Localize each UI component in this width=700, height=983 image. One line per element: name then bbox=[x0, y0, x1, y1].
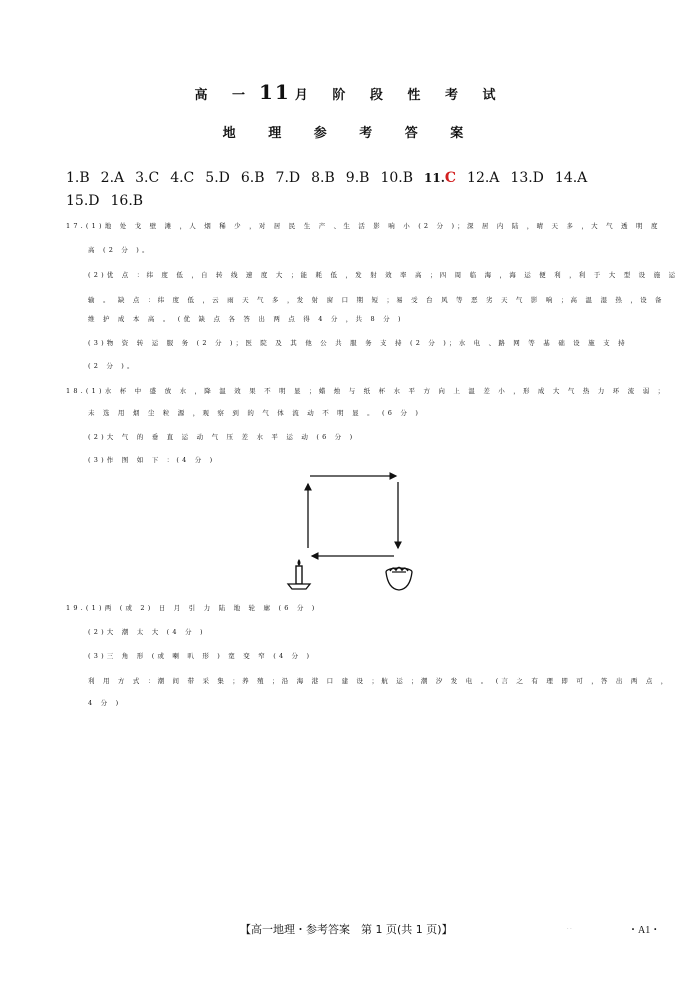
answer-7: 7.D bbox=[275, 170, 301, 186]
answer-6: 6.B bbox=[240, 170, 265, 186]
answer-3: 3.C bbox=[135, 170, 160, 186]
q17-line-5: 维 护 成 本 高 。 (优 缺 点 各 答 出 两 点 得 4 分 ，共 8 分 ) bbox=[88, 315, 404, 323]
q17-line-7: (2 分 )。 bbox=[88, 362, 137, 370]
q17-line-6: (3)物 资 转 运 服 务 (2 分 )；医 院 及 其 他 公 共 服 务 支 持 (2 分 )；水 电 、路 网 等 基 础 设 施 支 持 bbox=[88, 339, 628, 347]
answer-11 bbox=[424, 170, 456, 186]
answer-8: 8.B bbox=[311, 170, 335, 186]
answer-1: 1.B bbox=[66, 170, 90, 186]
footer-faint-mark: . . bbox=[567, 925, 572, 931]
thermal-circulation-diagram bbox=[280, 468, 430, 598]
q18-line-3: (2)大 气 的 垂 直 运 动 气 压 差 水 平 运 动 (6 分 ) bbox=[88, 433, 356, 441]
answer-15: 15.D bbox=[66, 193, 100, 209]
q17-line-2: 高 (2 分 )。 bbox=[88, 246, 152, 254]
answer-5: 5.D bbox=[205, 170, 230, 186]
answer-11-letter: C bbox=[444, 170, 457, 186]
q18-line-4: (3)作 图 如 下 ：(4 分 ) bbox=[88, 456, 216, 464]
page-subtitle: 地 理 参 考 答 案 bbox=[222, 126, 478, 141]
q19-line-4: 利 用 方 式 ：潮 间 带 采 集 ；养 殖 ；沿 海 港 口 建 设 ；航 运 ；潮 汐 发 电 。 (言 之 有 理 即 可 ，答 出 两 点 ， bbox=[88, 677, 671, 685]
q18-line-1: 18.(1)水 杯 中 盛 放 水 ，降 温 效 果 不 明 显 ；蜡 烛 与 纸 杯 水 平 方 向 上 温 差 小 ，形 成 大 气 热 力 环 流 弱 ； bbox=[66, 387, 668, 395]
answer-10: 10.B bbox=[380, 170, 413, 186]
answer-4: 4.C bbox=[170, 170, 195, 186]
title-suffix: 月 阶 段 性 考 试 bbox=[294, 88, 506, 103]
answer-12: 12.A bbox=[467, 170, 500, 186]
q19-line-1: 19.(1)两 (或 2) 日 月 引 力 陆 地 轮 廓 (6 分 ) bbox=[66, 604, 318, 612]
answer-16: 16.B bbox=[110, 193, 144, 209]
answer-2: 2.A bbox=[100, 170, 125, 186]
answer-13: 13.D bbox=[510, 170, 544, 186]
title-prefix: 高 一 bbox=[194, 88, 256, 103]
answer-9: 9.B bbox=[345, 170, 370, 186]
page-code: ・A1・ bbox=[628, 925, 661, 936]
q17-line-1: 17.(1)地 处 戈 壁 滩 ，人 烟 稀 少 ，对 居 民 生 产 、生 活 影 响 小 (2 分 )；深 居 内 陆 ，晴 天 多 ，大 气 透 明 度 bbox=[66, 222, 661, 230]
page-title bbox=[0, 80, 700, 104]
q17-line-4: 输 。 缺 点 ：纬 度 低 ，云 雨 天 气 多 ，发 射 窗 口 期 短 ；易 受 台 风 等 恶 劣 天 气 影 响 ；高 温 湿 热 ，设 备 bbox=[88, 296, 665, 304]
answer-14: 14.A bbox=[554, 170, 588, 186]
answer-11-number: 11. bbox=[424, 171, 445, 185]
candle-icon bbox=[288, 559, 310, 589]
choice-answers-row-1 bbox=[66, 170, 598, 186]
ice-bowl-icon bbox=[386, 568, 412, 591]
q19-line-2: (2)大 潮 太 大 (4 分 ) bbox=[88, 628, 206, 636]
q19-line-3: (3)三 角 形 (或 喇 叭 形 ) 宽 变 窄 (4 分 ) bbox=[88, 652, 313, 660]
page-footer-label: 【高一地理・参考答案 第 1 页(共 1 页)】 bbox=[240, 923, 453, 936]
q17-line-3: (2)优 点 ：纬 度 低 ，自 转 线 速 度 大 ；能 耗 低 ，发 射 效 率 高 ；四 周 临 海 ，海 运 便 利 ，利 于 大 型 设 施 运 bbox=[88, 271, 679, 279]
title-month: 11 bbox=[259, 80, 291, 104]
q19-line-5: 4 分 ) bbox=[88, 699, 122, 707]
choice-answers-row-2 bbox=[66, 193, 154, 209]
q18-line-2: 未 选 用 烟 尘 粒 源 ，观 察 到 的 气 体 流 动 不 明 显 。 (6 分 ) bbox=[88, 409, 422, 417]
